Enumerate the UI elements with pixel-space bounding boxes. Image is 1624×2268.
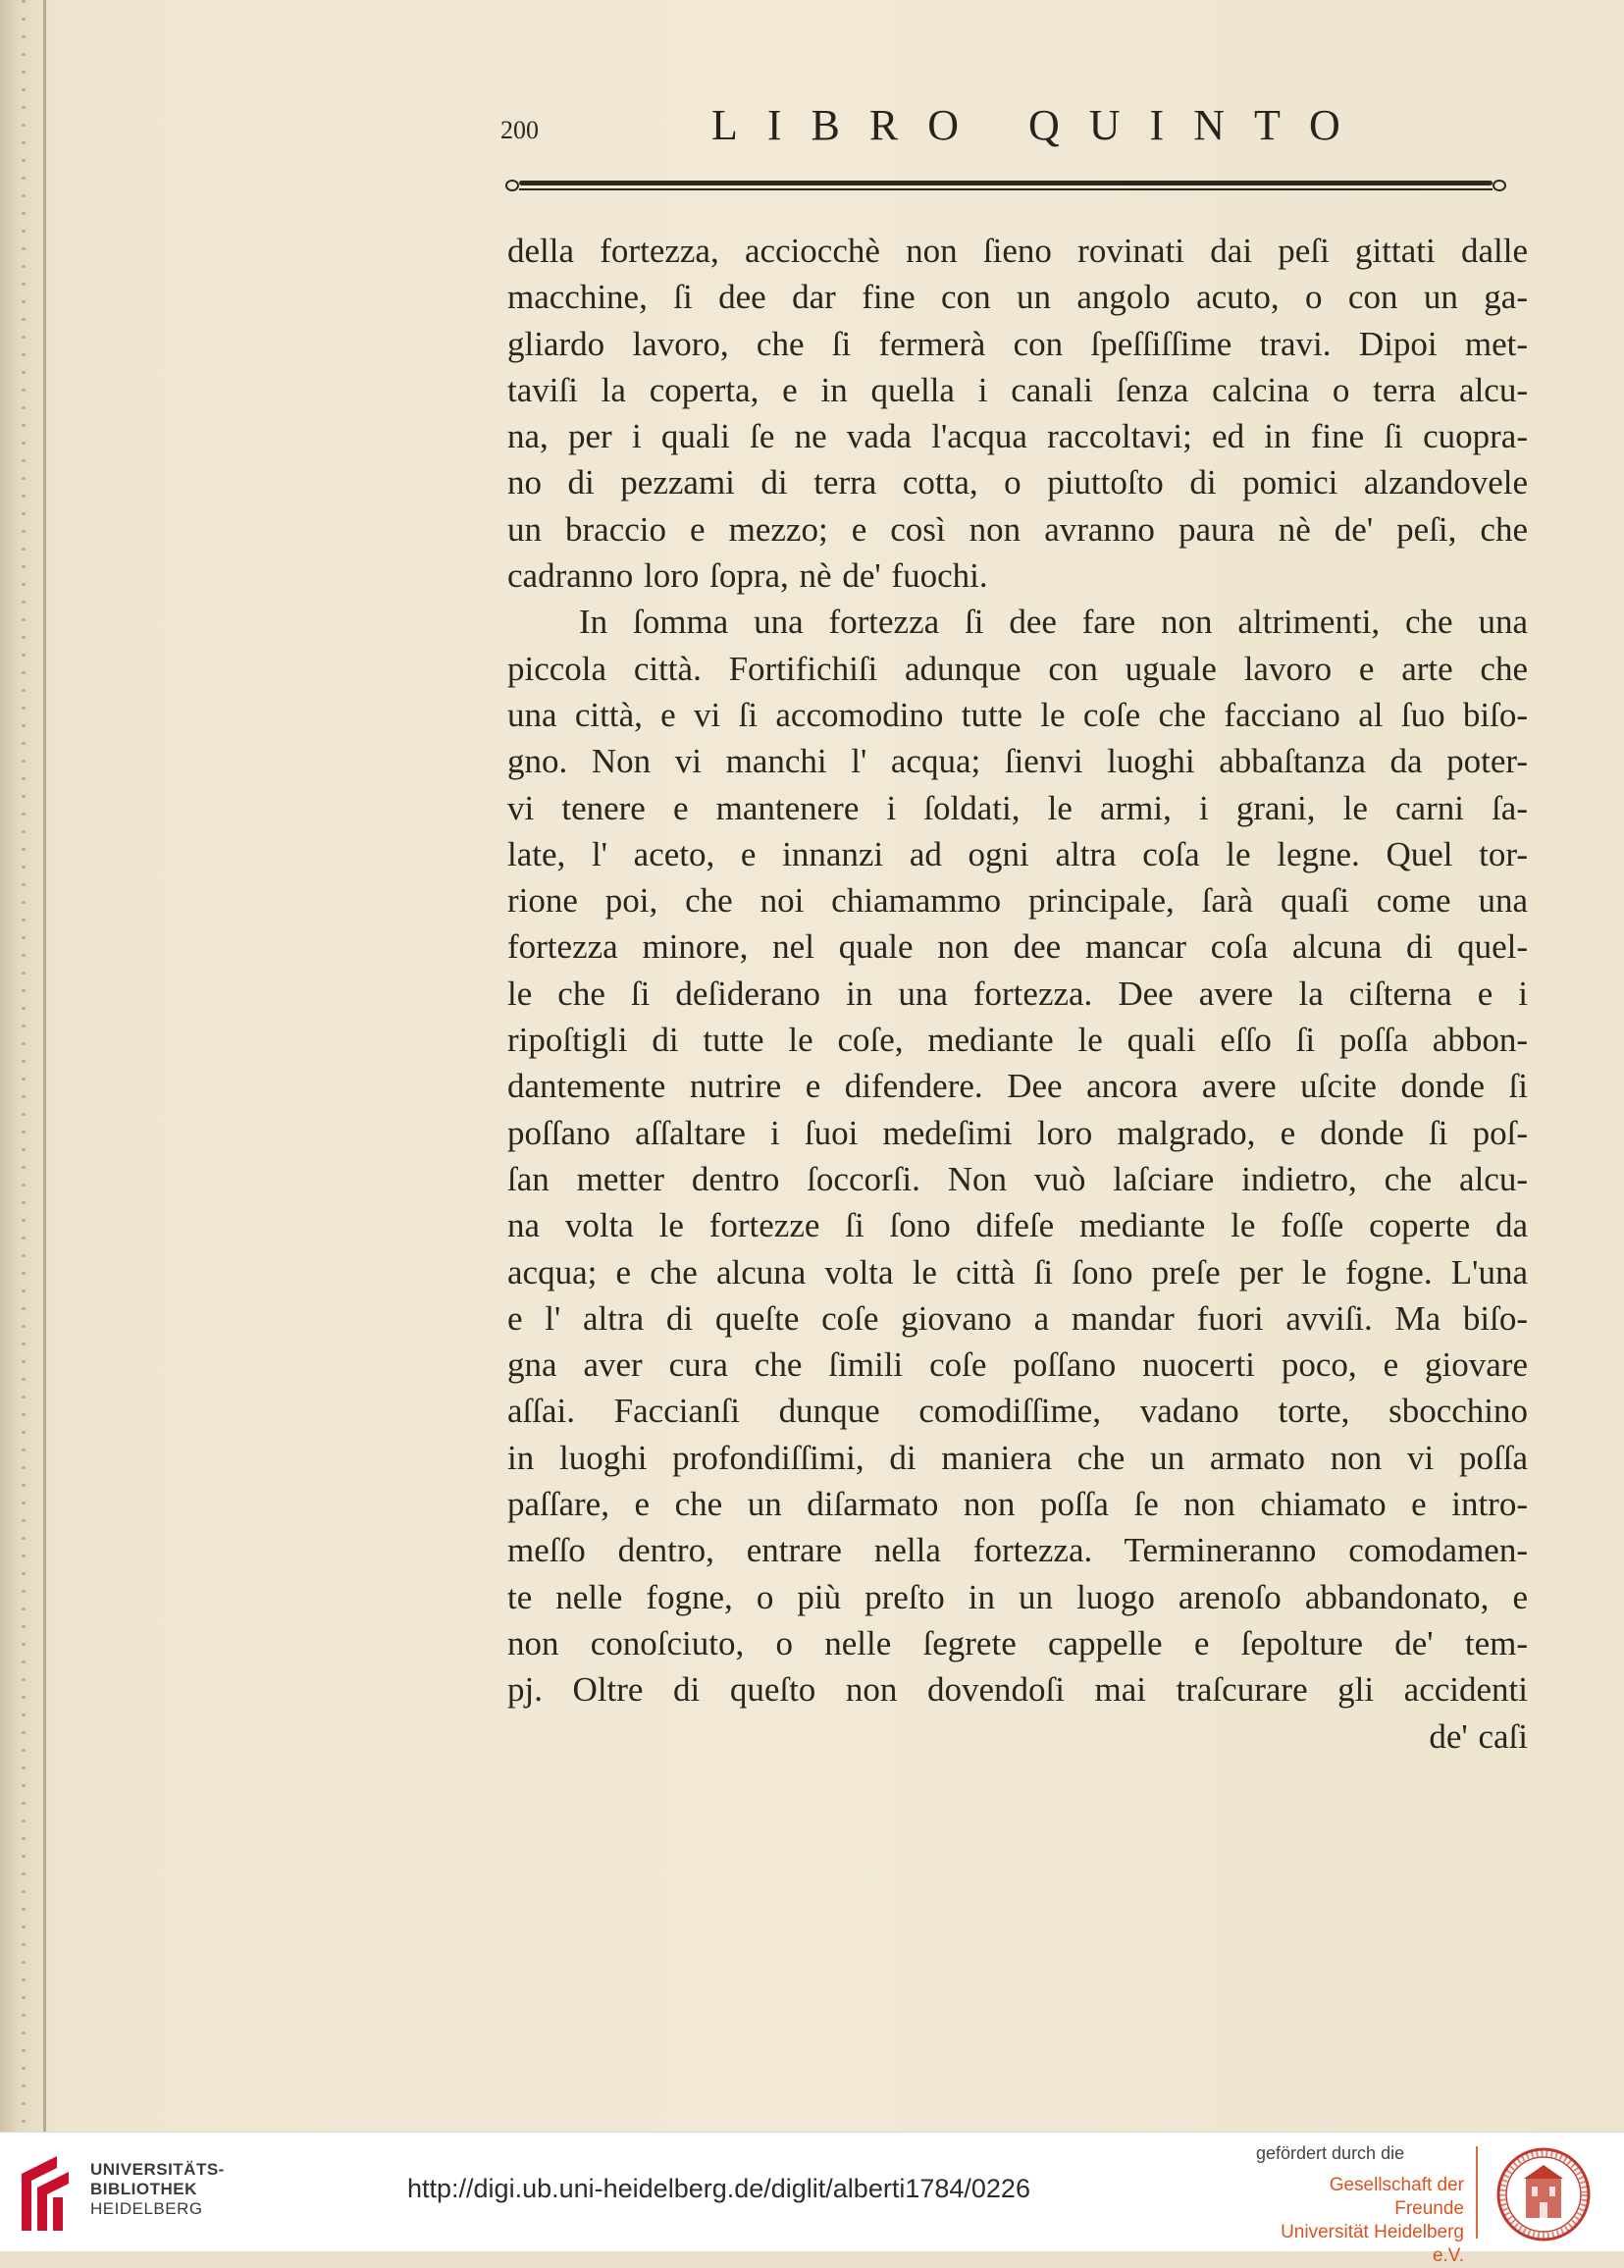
text-line: le che ſi deſiderano in una fortezza. Dee avere la ciſterna e i	[507, 974, 1528, 1013]
text-line: In ſomma una fortezza ſi dee fare non altrimenti, che una	[579, 603, 1528, 642]
text-line: gno. Non vi manchi l' acqua; ſienvi luoghi abbaſtanza da poter-	[507, 742, 1528, 781]
ornamental-rule	[505, 179, 1506, 194]
text-line: gna aver cura che ſimili coſe poſſano nuocerti poco, e giovare	[507, 1345, 1528, 1385]
text-line: ſan metter dentro ſoccorſi. Non vuò laſciare indietro, che alcu-	[507, 1159, 1528, 1198]
text-line: no di pezzami di terra cotta, o piuttoſto di pomici alzandovele	[507, 463, 1528, 502]
funded-by-label: gefördert durch die	[1256, 2143, 1405, 2163]
text-line: meſſo dentro, entrare nella fortezza. Termineranno comodamen-	[507, 1531, 1528, 1570]
library-name[interactable]: UNIVERSITÄTS- BIBLIOTHEK HEIDELBERG	[90, 2160, 225, 2218]
text-line: fortezza minore, nel quale non dee mancar coſa alcuna di quel-	[507, 927, 1528, 967]
text-line: non conoſciuto, o nelle ſegrete cappelle e ſepolture de' tem-	[507, 1623, 1528, 1662]
text-line: e l' altra di queſte coſe giovano a mandar fuori avviſi. Ma biſo-	[507, 1298, 1528, 1338]
text-line: in luoghi profondiſſimi, di maniera che un armato non vi poſſa	[507, 1438, 1528, 1477]
page-edge-texture	[22, 0, 26, 2132]
ub-heidelberg-logo-icon[interactable]	[18, 2154, 79, 2235]
footer-bar	[0, 2132, 1624, 2266]
text-line: te nelle fogne, o più preſto in un luogo arenoſo abbandonato, e	[507, 1577, 1528, 1616]
text-line: poſſano aſſaltare i ſuoi medeſimi loro malgrado, e donde ſi poſ-	[507, 1113, 1528, 1152]
text-line: della fortezza, acciocchè non ſieno rovinati dai peſi gittati dalle	[507, 232, 1528, 270]
text-line: na volta le fortezze ſi ſono difeſe mediante le foſſe coperte da	[507, 1206, 1528, 1245]
running-title: LIBRO QUINTO	[711, 101, 1370, 149]
text-line: late, l' aceto, e innanzi ad ogni altra coſa le legne. Quel tor-	[507, 834, 1528, 873]
text-line: paſſare, e che un diſarmato non poſſa ſe non chiamato e intro-	[507, 1485, 1528, 1524]
text-line: una città, e vi ſi accomodino tutte le coſe che facciano al ſuo biſo-	[507, 695, 1528, 734]
page-gutter-line	[43, 0, 46, 2132]
text-line: na, per i quali ſe ne vada l'acqua raccoltavi; ed in fine ſi cuopra-	[507, 417, 1528, 456]
body-text	[507, 228, 1528, 1760]
text-line: gliardo lavoro, che ſi fermerà con ſpeſſiſſime travi. Dipoi met-	[507, 324, 1528, 363]
text-line: un braccio e mezzo; e così non avranno paura nè de' peſi, che	[507, 509, 1528, 549]
text-line: vi tenere e mantenere i ſoldati, le armi, i grani, le carni ſa-	[507, 788, 1528, 827]
text-line: ripoſtigli di tutte le coſe, mediante le quali eſſo ſi poſſa abbon-	[507, 1021, 1528, 1060]
text-line: rione poi, che noi chiamammo principale, ſarà quaſi come una	[507, 881, 1528, 921]
page-number: 200	[500, 116, 539, 144]
society-name[interactable]: Gesellschaft der Freunde Universität Heidelberg e.V.	[1281, 2175, 1464, 2266]
text-line: dantemente nutrire e difendere. Dee ancora avere uſcite donde ſi	[507, 1067, 1528, 1106]
text-line: pj. Oltre di queſto non dovendoſi mai traſcurare gli accidenti	[507, 1670, 1528, 1710]
footer-divider	[1476, 2146, 1478, 2239]
text-line: acqua; e che alcuna volta le città ſi ſono preſe per le fogne. L'una	[507, 1252, 1528, 1292]
text-line: cadranno loro ſopra, nè de' fuochi.	[507, 556, 988, 596]
permalink-url[interactable]: http://digi.ub.uni-heidelberg.de/diglit/alberti1784/0226	[407, 2174, 1030, 2203]
page-header	[500, 98, 1492, 157]
text-line: piccola città. Fortifichiſi adunque con uguale lavoro e arte che	[507, 649, 1528, 688]
catchword: de' caſi	[1429, 1716, 1528, 1756]
text-line: aſſai. Faccianſi dunque comodiſſime, vadano torte, sbocchino	[507, 1392, 1528, 1431]
university-seal-icon[interactable]	[1496, 2147, 1591, 2242]
text-line: macchine, ſi dee dar fine con un angolo acuto, o con un ga-	[507, 278, 1528, 317]
text-line: taviſi la coperta, e in quella i canali ſenza calcina o terra alcu-	[507, 370, 1528, 409]
